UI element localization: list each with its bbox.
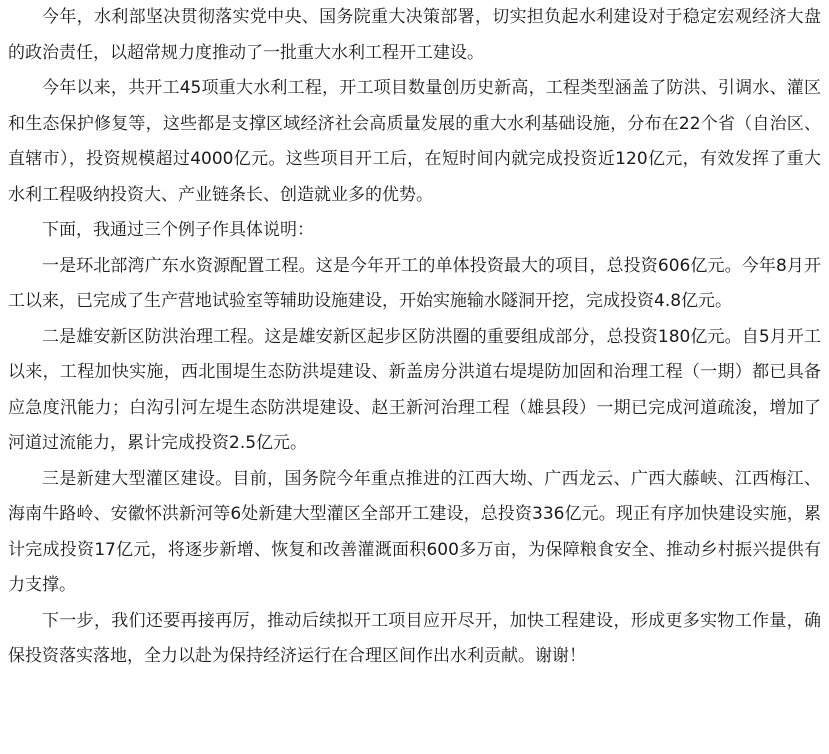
paragraph-example-guangdong: 一是环北部湾广东水资源配置工程。这是今年开工的单体投资最大的项目，总投资606亿元。今年8月开工以来，已完成了生产营地试验室等辅助设施建设，开始实施输水隧洞开挖，完成投资4.8亿元。 <box>8 255 821 311</box>
paragraph-examples-lead: 下面，我通过三个例子作具体说明： <box>42 220 314 240</box>
document-body <box>8 0 821 675</box>
paragraph-next-steps: 下一步，我们还要再接再厉，推动后续拟开工项目应开尽开，加快工程建设，形成更多实物工作量，确保投资落实落地，全力以赴为保持经济运行在合理区间作出水利贡献。谢谢！ <box>8 610 821 666</box>
paragraph-example-xiongan: 二是雄安新区防洪治理工程。这是雄安新区起步区防洪圈的重要组成部分，总投资180亿元。自5月开工以来，工程加快实施，西北围堤生态防洪堤建设、新盖房分洪道右堤堤防加固和治理工程（一期）都已具备应急度汛能力；白沟引河左堤生态防洪堤建设、赵王新河治理工程（雄县段）一期已完成河道疏浚，增加了河道过流能力，累计完成投资2.5亿元。 <box>8 326 821 453</box>
paragraph-projects-overview: 今年以来，共开工45项重大水利工程，开工项目数量创历史新高，工程类型涵盖了防洪、引调水、灌区和生态保护修复等，这些都是支撑区域经济社会高质量发展的重大水利基础设施，分布在22个省（自治区、直辖市），投资规模超过4000亿元。这些项目开工后，在短时间内就完成投资近120亿元，有效发挥了重大水利工程吸纳投资大、产业链条长、创造就业多的优势。 <box>8 78 821 205</box>
paragraph-intro: 今年，水利部坚决贯彻落实党中央、国务院重大决策部署，切实担负起水利建设对于稳定宏观经济大盘的政治责任，以超常规力度推动了一批重大水利工程开工建设。 <box>8 7 821 63</box>
paragraph-example-irrigation: 三是新建大型灌区建设。目前，国务院今年重点推进的江西大坳、广西龙云、广西大藤峡、江西梅江、海南牛路岭、安徽怀洪新河等6处新建大型灌区全部开工建设，总投资336亿元。现正有序加快建设实施，累计完成投资17亿元，将逐步新增、恢复和改善灌溉面积600多万亩，为保障粮食安全、推动乡村振兴提供有力支撑。 <box>8 468 821 595</box>
